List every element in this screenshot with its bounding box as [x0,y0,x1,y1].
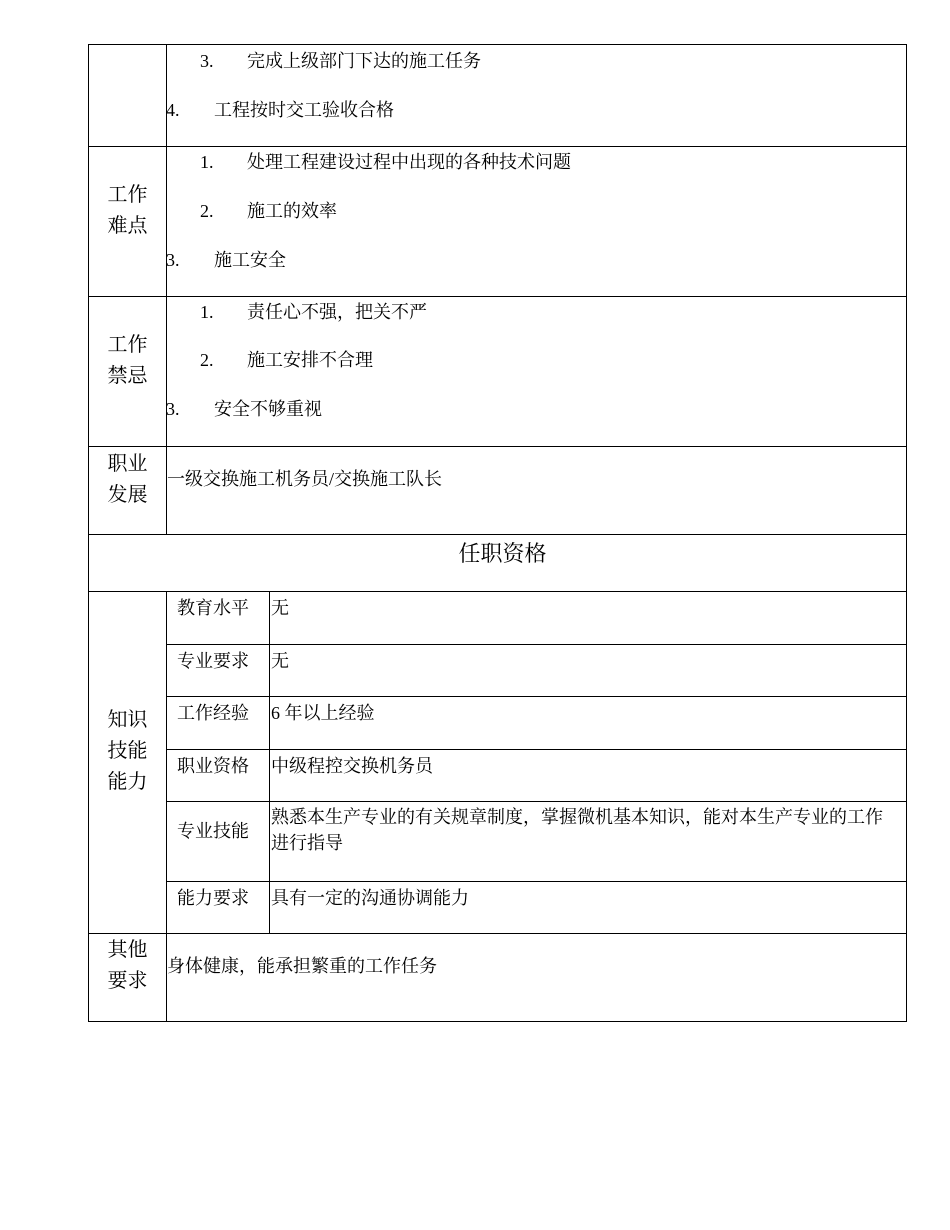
qualification-value-cell [269,591,907,644]
qualification-label-cell [166,881,269,933]
qualification-value-cell [269,801,907,881]
qualification-label-cell [166,644,269,696]
career-content-cell [166,446,907,534]
career-label-cell [88,446,166,534]
difficulties-label: 工作 难点 [107,184,148,237]
qualifications-group-label: 知识 技能 能力 [107,709,148,793]
section-title: 任职资格 [458,541,547,566]
qualification-value-cell [269,881,907,933]
career-label: 职业 发展 [107,453,148,506]
qualification-value: 6 年以上经验 [271,703,375,723]
taboos-content-cell [166,296,907,446]
list-item: 责任心不强，把关不严 [247,302,427,322]
list-number: 1. [200,302,214,322]
difficulties-label-cell [88,146,166,296]
list-number: 3. [166,250,180,270]
other-label: 其他 要求 [107,939,148,992]
qualification-value: 中级程控交换机务员 [271,756,433,776]
qualification-value: 具有一定的沟通协调能力 [271,888,469,908]
list-item: 施工的效率 [247,201,337,221]
list-item: 完成上级部门下达的施工任务 [247,51,481,71]
qualification-value: 熟悉本生产专业的有关规章制度，掌握微机基本知识，能对本生产专业的工作进行指导 [271,807,883,853]
qualification-label-cell [166,801,269,881]
list-item: 安全不够重视 [214,399,322,419]
qualifications-group-label-cell [88,591,166,933]
qualification-label: 工作经验 [177,703,249,723]
career-path-text: 一级交换施工机务员/交换施工队长 [167,469,442,489]
list-number: 2. [200,201,214,221]
list-item: 处理工程建设过程中出现的各种技术问题 [247,152,571,172]
taboos-label-cell [88,296,166,446]
qualification-value-cell [269,644,907,696]
qualification-label: 能力要求 [177,888,249,908]
difficulties-content-cell [166,146,907,296]
qualification-value-cell [269,749,907,801]
qualification-label-cell [166,696,269,749]
list-number: 3. [166,399,180,419]
list-number: 1. [200,152,214,172]
qualification-value: 无 [271,598,289,618]
qualification-value: 无 [271,651,289,671]
list-number: 2. [200,350,214,370]
qualification-label-cell [166,749,269,801]
targets-content-cell [166,44,907,146]
list-number: 4. [166,100,180,120]
qualification-label: 专业要求 [177,651,249,671]
taboos-label: 工作 禁忌 [107,334,148,387]
qualification-value-cell [269,696,907,749]
other-content-cell [166,933,907,1022]
list-item: 工程按时交工验收合格 [214,100,394,120]
qualification-label: 教育水平 [177,598,249,618]
list-item: 施工安排不合理 [247,350,373,370]
other-label-cell [88,933,166,1022]
qualifications-heading-cell [88,534,907,591]
list-item: 施工安全 [214,250,286,270]
qualification-label: 专业技能 [177,821,249,841]
qualification-label: 职业资格 [177,756,249,776]
list-number: 3. [200,51,214,71]
other-requirements-text: 身体健康，能承担繁重的工作任务 [167,956,437,976]
qualification-label-cell [166,591,269,644]
targets-label-cell [88,44,166,146]
